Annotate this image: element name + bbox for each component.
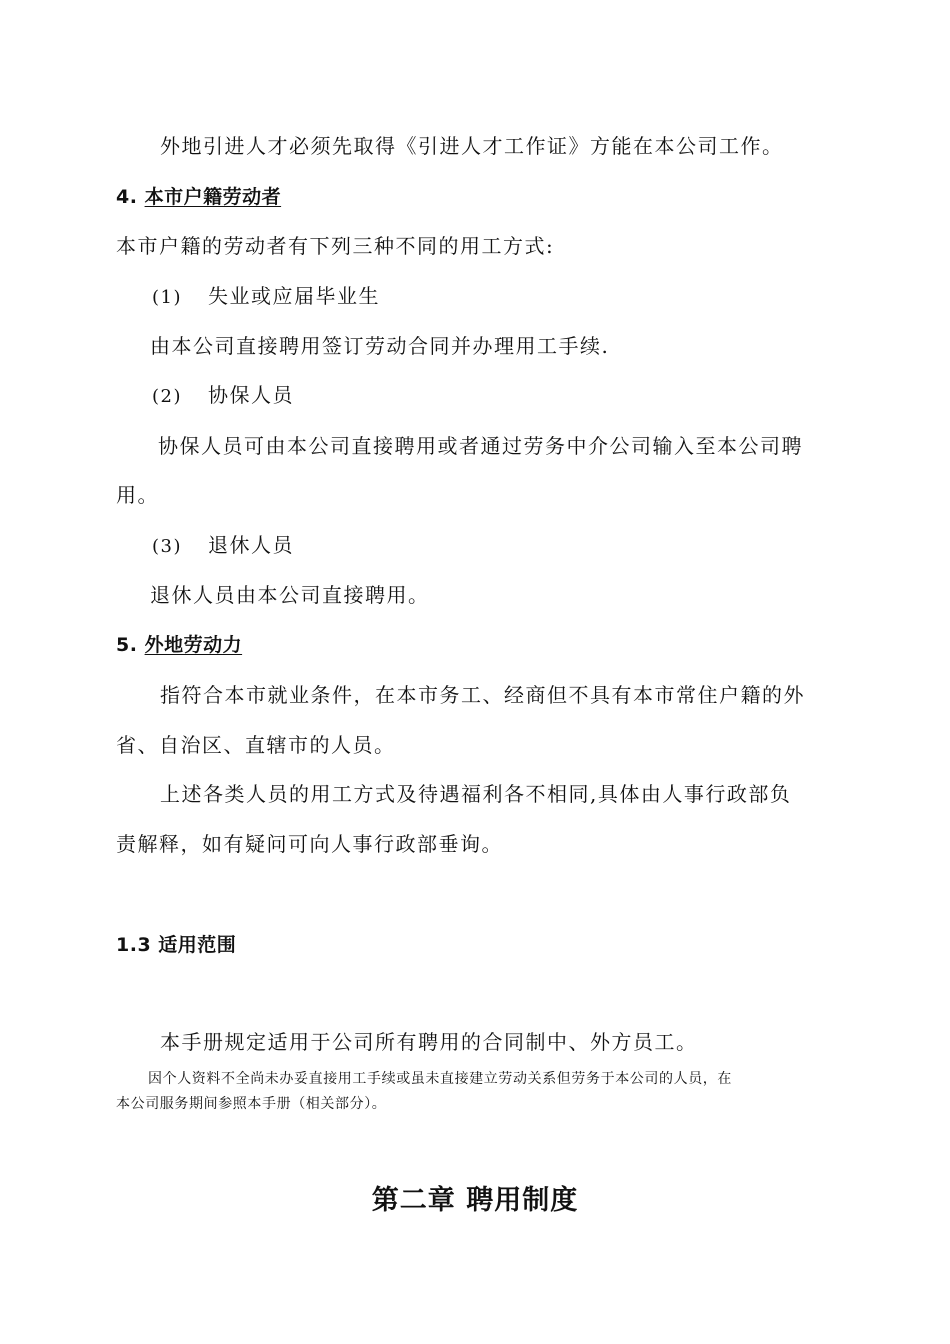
summary-line-2: 责解释，如有疑问可向人事行政部垂询。	[116, 832, 503, 856]
chapter-title: 第二章 聘用制度	[371, 1185, 579, 1216]
item-2-heading	[152, 381, 294, 411]
item-2-label: 协保人员	[208, 383, 294, 407]
scope-note-line-1: 因个人资料不全尚未办妥直接用工手续或虽未直接建立劳动关系但劳务于本公司的人员，在	[148, 1071, 732, 1087]
item-3-number: (3)	[152, 536, 182, 557]
section-5-text-line-2: 省、自治区、直辖市的人员。	[116, 733, 396, 757]
paragraph-foreign-talent: 外地引进人才必须先取得《引进人才工作证》方能在本公司工作。	[160, 134, 784, 158]
section-5-heading	[116, 631, 242, 659]
section-4-intro: 本市户籍的劳动者有下列三种不同的用工方式:	[116, 234, 555, 258]
section-4-title: 本市户籍劳动者	[144, 186, 282, 208]
scope-heading: 1.3 适用范围	[116, 934, 237, 956]
section-5-text-line-1: 指符合本市就业条件，在本市务工、经商但不具有本市常住户籍的外	[160, 683, 805, 707]
item-2-number: (2)	[152, 386, 182, 407]
item-1-label: 失业或应届毕业生	[208, 284, 380, 308]
item-1-number: (1)	[152, 287, 182, 308]
item-1-text: 由本公司直接聘用签订劳动合同并办理用工手续.	[150, 334, 610, 358]
item-3-heading	[152, 531, 294, 561]
item-3-label: 退休人员	[208, 533, 294, 557]
scope-text: 本手册规定适用于公司所有聘用的合同制中、外方员工。	[160, 1030, 698, 1054]
summary-line-1: 上述各类人员的用工方式及待遇福利各不相同,具体由人事行政部负	[160, 782, 792, 806]
section-5-number: 5.	[116, 634, 138, 656]
item-3-text: 退休人员由本公司直接聘用。	[150, 583, 430, 607]
section-4-heading	[116, 183, 281, 211]
scope-note-line-2: 本公司服务期间参照本手册（相关部分）。	[116, 1096, 387, 1112]
section-5-title: 外地劳动力	[144, 634, 243, 656]
item-1-heading	[152, 282, 380, 312]
item-2-text-line-2: 用。	[116, 483, 159, 507]
section-4-number: 4.	[116, 186, 138, 208]
item-2-text-line-1: 协保人员可由本公司直接聘用或者通过劳务中介公司输入至本公司聘	[158, 434, 803, 458]
